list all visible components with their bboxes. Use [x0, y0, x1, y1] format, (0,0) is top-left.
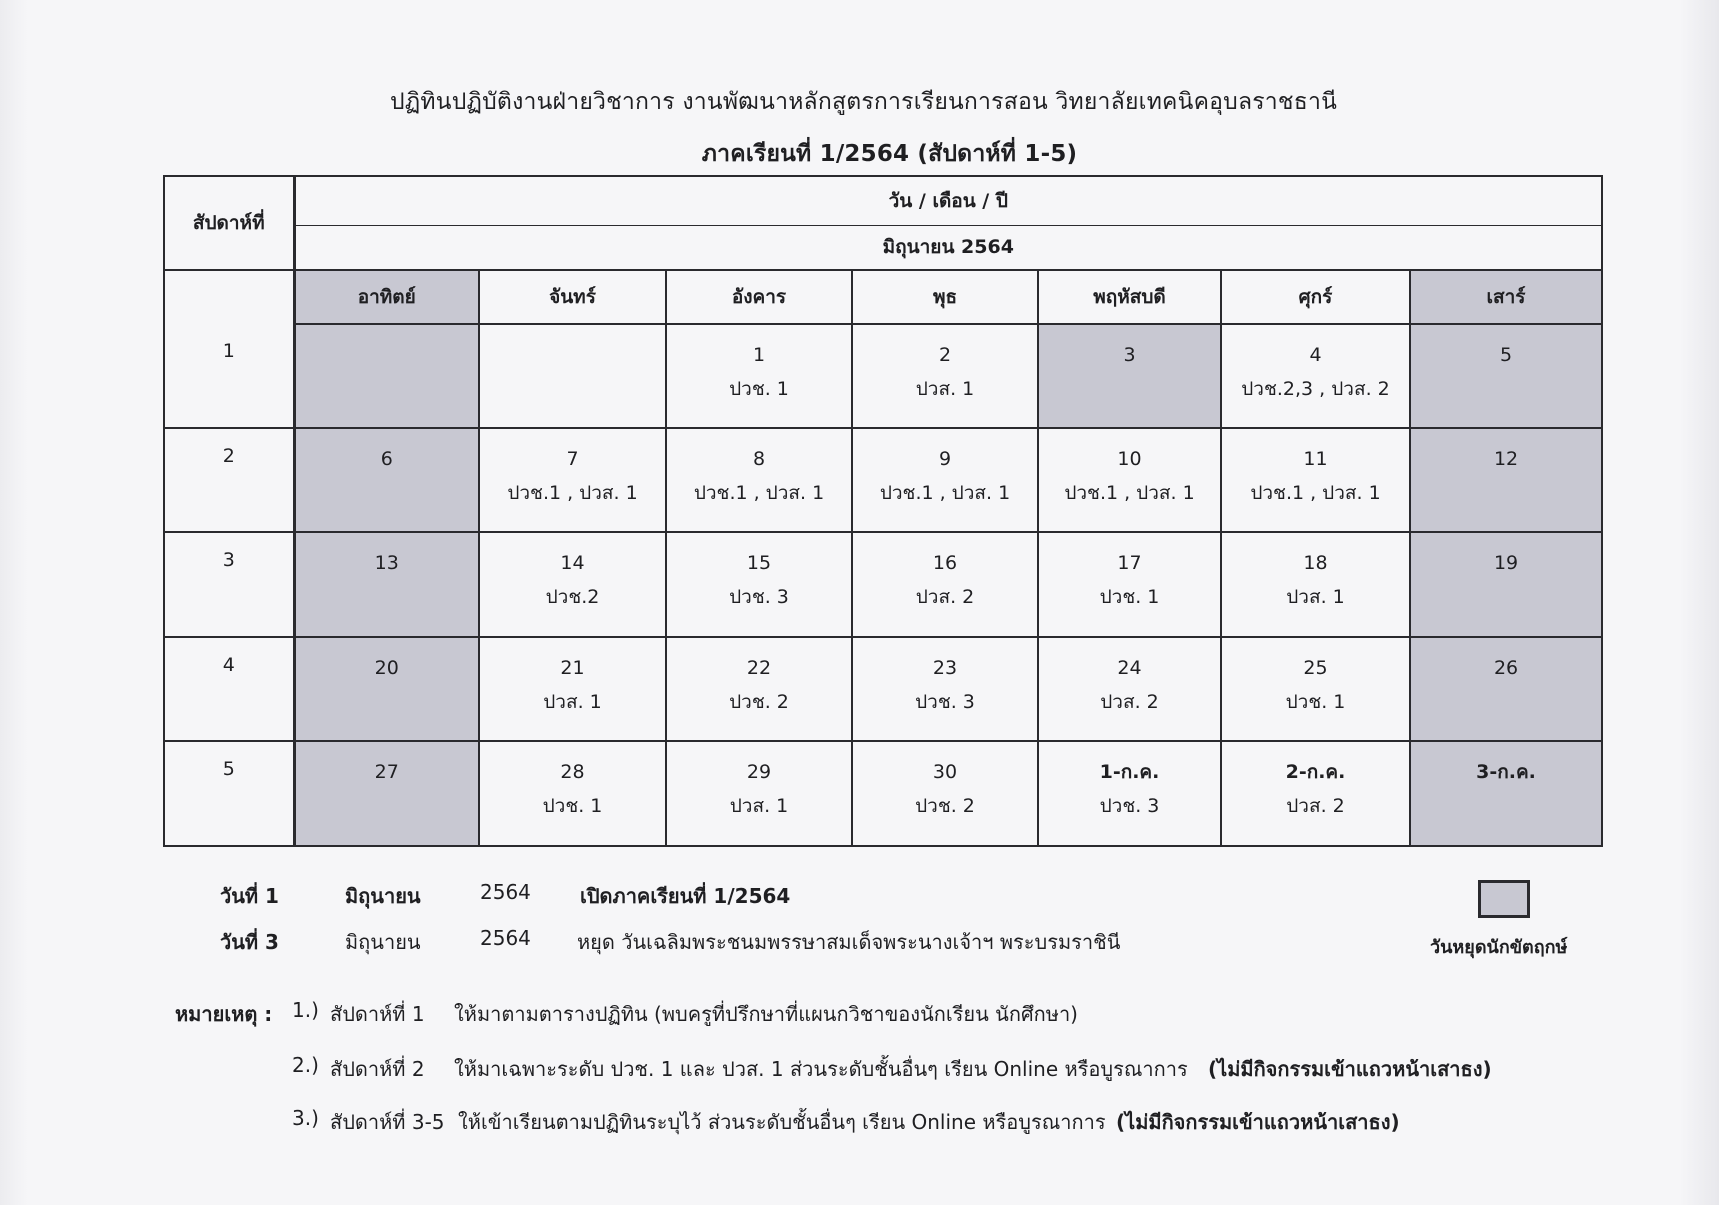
week-number: 4 [164, 637, 294, 741]
day-name-header: อังคาร [666, 270, 852, 323]
holiday-day-cell [294, 637, 479, 741]
day-name-header: พฤหัสบดี [1038, 270, 1221, 323]
day-date: 6 [380, 448, 393, 470]
note-bold-text: (ไม่มีกิจกรรมเข้าแถวหน้าเสาธง) [1208, 1057, 1492, 1081]
week-row [164, 741, 1602, 846]
day-level: ปวส. 1 [543, 690, 602, 713]
day-cell [666, 637, 852, 741]
holiday-day-cell [1410, 532, 1602, 636]
day-cell [1038, 741, 1221, 846]
day-cell [479, 532, 666, 636]
day-cell [852, 741, 1038, 846]
holiday-legend-label: วันหยุดนักขัตฤกษ์ [1430, 937, 1568, 958]
day-cell [1221, 428, 1410, 532]
holiday-day-cell [294, 428, 479, 532]
note-text: ให้มาเฉพาะระดับ ปวช. 1 และ ปวส. 1 ส่วนระดับชั้นอื่นๆ เรียน Online หรือบูรณาการ [454, 1057, 1188, 1081]
day-level: ปวส. 2 [915, 586, 975, 609]
day-cell [852, 532, 1038, 636]
day-date: 27 [374, 761, 399, 784]
note-week: สัปดาห์ที่ 1 [330, 1002, 425, 1026]
day-cell [852, 637, 1038, 741]
day-date: 29 [746, 761, 772, 784]
day-level: ปวช. 2 [729, 690, 789, 713]
day-cell [479, 324, 666, 428]
day-date: 18 [1303, 552, 1328, 575]
day-level: ปวช. 3 [1099, 795, 1160, 818]
day-date: 28 [560, 761, 585, 784]
day-cell [1221, 741, 1410, 846]
holiday-legend-swatch [1478, 880, 1530, 918]
scan-shadow-right [1679, 0, 1719, 1205]
day-date: 9 [938, 448, 952, 470]
day-date: 25 [1303, 656, 1328, 679]
day-date [296, 341, 479, 375]
week-row [164, 637, 1602, 741]
holiday-day-cell [1410, 428, 1602, 532]
week-number: 2 [164, 428, 294, 532]
day-level: ปวช. 1 [1099, 586, 1160, 609]
day-date: 24 [1117, 656, 1142, 679]
day-date: 20 [374, 656, 399, 679]
day-level: ปวช.1 , ปวส. 1 [1064, 482, 1195, 504]
day-level: ปวช. 3 [729, 586, 789, 609]
day-date: 7 [566, 448, 579, 470]
day-level: ปวช.2 [545, 586, 600, 609]
day-name-header: อาทิตย์ [294, 270, 479, 323]
note-text: ให้เข้าเรียนตามปฏิทินระบุไว้ ส่วนระดับชั้นอื่นๆ เรียน Online หรือบูรณาการ [458, 1110, 1106, 1134]
day-date: 11 [1303, 448, 1328, 470]
day-level: ปวช.1 , ปวส. 1 [693, 482, 825, 504]
note-bold-text: (ไม่มีกิจกรรมเข้าแถวหน้าเสาธง) [1116, 1110, 1400, 1134]
day-level: ปวช. 1 [729, 377, 789, 400]
scan-shadow-left [0, 0, 28, 1205]
day-cell [1221, 532, 1410, 636]
day-cell [666, 741, 852, 846]
week-row [164, 532, 1602, 636]
day-cell [479, 637, 666, 741]
day-date: 2-ก.ค. [1285, 761, 1346, 784]
info-2-year: 2564 [480, 926, 531, 950]
day-level: ปวช. 1 [542, 795, 603, 818]
day-date: 30 [932, 761, 958, 784]
day-level: ปวช.1 , ปวส. 1 [507, 482, 638, 504]
note-week: สัปดาห์ที่ 3-5 [330, 1110, 445, 1134]
day-name-header: เสาร์ [1410, 270, 1602, 323]
day-date: 8 [752, 448, 766, 470]
day-cell [666, 532, 852, 636]
day-cell [852, 428, 1038, 532]
day-date: 13 [374, 552, 399, 575]
info-1-month: มิถุนายน [345, 884, 421, 908]
notes-label: หมายเหตุ : [175, 1002, 273, 1026]
day-date: 3-ก.ค. [1476, 761, 1536, 784]
info-1-year: 2564 [480, 880, 531, 904]
week-row [164, 428, 1602, 532]
week-number: 1 [164, 324, 294, 428]
week-blank-cell [164, 270, 294, 323]
info-2-text: หยุด วันเฉลิมพระชนมพรรษาสมเด็จพระนางเจ้าฯ พระบรมราชินี [577, 930, 1121, 954]
page-title: ปฏิทินปฏิบัติงานฝ่ายวิชาการ งานพัฒนาหลักสูตรการเรียนการสอน วิทยาลัยเทคนิคอุบลราชธานี [389, 89, 1338, 115]
holiday-day-cell [294, 741, 479, 846]
day-name-header: ศุกร์ [1221, 270, 1410, 323]
note-number: 3.) [292, 1106, 319, 1130]
day-cell [479, 741, 666, 846]
calendar-table [163, 175, 1603, 847]
holiday-day-cell [1038, 324, 1221, 428]
week-column-header: สัปดาห์ที่ [164, 176, 294, 270]
date-header: วัน / เดือน / ปี [294, 176, 1602, 225]
day-date: 16 [932, 552, 958, 575]
day-level: ปวช. 3 [915, 690, 975, 713]
holiday-day-cell [294, 324, 479, 428]
day-level: ปวช. 1 [1285, 690, 1346, 713]
day-level: ปวส. 1 [729, 795, 789, 818]
day-cell [1038, 532, 1221, 636]
day-level: ปวช.2,3 , ปวส. 2 [1241, 377, 1390, 400]
holiday-day-cell [1410, 637, 1602, 741]
day-level: ปวช.1 , ปวส. 1 [879, 482, 1011, 504]
month-header: มิถุนายน 2564 [294, 225, 1602, 270]
note-number: 1.) [292, 998, 319, 1022]
day-date: 2 [938, 343, 952, 366]
day-date: 1 [752, 343, 766, 366]
day-date: 17 [1117, 552, 1142, 575]
day-cell [1038, 428, 1221, 532]
day-date: 5 [1499, 343, 1513, 366]
day-level: ปวส. 2 [1100, 690, 1159, 713]
week-row [164, 324, 1602, 428]
day-date: 23 [932, 656, 958, 679]
note-text: ให้มาตามตารางปฏิทิน (พบครูที่ปรึกษาที่แผนกวิชาของนักเรียน นักศึกษา) [454, 1002, 1078, 1026]
day-cell [666, 324, 852, 428]
day-date: 21 [560, 656, 585, 679]
day-date: 1-ก.ค. [1099, 761, 1160, 784]
holiday-day-cell [294, 532, 479, 636]
info-1-text: เปิดภาคเรียนที่ 1/2564 [580, 884, 791, 908]
day-cell [852, 324, 1038, 428]
week-number: 5 [164, 741, 294, 846]
day-cell [479, 428, 666, 532]
info-1-label: วันที่ 1 [220, 884, 279, 908]
holiday-day-cell [1410, 324, 1602, 428]
info-2-month: มิถุนายน [345, 930, 421, 954]
day-name-header: พุธ [852, 270, 1038, 323]
note-week: สัปดาห์ที่ 2 [330, 1057, 425, 1081]
day-date: 10 [1117, 448, 1142, 470]
day-cell [1221, 324, 1410, 428]
day-level: ปวช. 2 [915, 795, 975, 818]
day-date: 19 [1493, 552, 1519, 575]
day-level: ปวส. 2 [1286, 795, 1345, 818]
day-level: ปวส. 1 [1286, 586, 1345, 609]
day-date: 15 [746, 552, 772, 575]
day-date: 22 [746, 656, 772, 679]
day-name-header: จันทร์ [479, 270, 666, 323]
note-number: 2.) [292, 1053, 319, 1077]
day-date: 4 [1309, 343, 1322, 366]
page-subtitle: ภาคเรียนที่ 1/2564 (สัปดาห์ที่ 1-5) [701, 141, 1078, 167]
day-cell [1221, 637, 1410, 741]
day-level: ปวช.1 , ปวส. 1 [1250, 482, 1381, 504]
holiday-day-cell [1410, 741, 1602, 846]
day-cell [1038, 637, 1221, 741]
week-number: 3 [164, 532, 294, 636]
day-date: 12 [1493, 448, 1519, 470]
day-date: 3 [1123, 343, 1136, 366]
day-date: 14 [560, 552, 585, 575]
day-level: ปวส. 1 [915, 377, 975, 400]
day-cell [666, 428, 852, 532]
day-date: 26 [1493, 656, 1519, 679]
info-2-label: วันที่ 3 [220, 930, 279, 954]
day-date [480, 341, 665, 375]
